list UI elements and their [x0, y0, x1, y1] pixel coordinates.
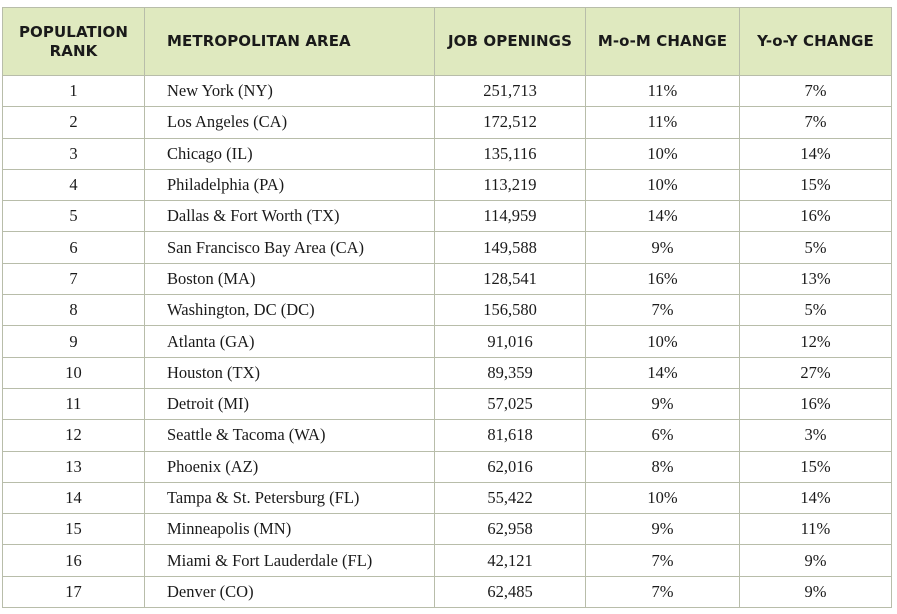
mom-change-cell: 10%: [586, 482, 740, 513]
area-cell: Dallas & Fort Worth (TX): [145, 201, 435, 232]
job-openings-cell: 91,016: [435, 326, 586, 357]
column-header-job-openings: [435, 8, 586, 76]
table-header: [3, 8, 892, 76]
table-row: [3, 169, 892, 200]
mom-change-cell: 10%: [586, 169, 740, 200]
table-row: [3, 420, 892, 451]
job-openings-cell: 62,016: [435, 451, 586, 482]
header-row: [3, 8, 892, 76]
area-cell: Washington, DC (DC): [145, 295, 435, 326]
job-openings-cell: 42,121: [435, 545, 586, 576]
table-row: [3, 326, 892, 357]
mom-change-cell: 16%: [586, 263, 740, 294]
job-openings-cell: 251,713: [435, 76, 586, 107]
table-row: [3, 451, 892, 482]
area-cell: San Francisco Bay Area (CA): [145, 232, 435, 263]
column-header-line: RANK: [49, 41, 98, 60]
area-cell: Philadelphia (PA): [145, 169, 435, 200]
mom-change-cell: 10%: [586, 326, 740, 357]
mom-change-cell: 9%: [586, 388, 740, 419]
mom-change-cell: 7%: [586, 295, 740, 326]
rank-cell: 7: [3, 263, 145, 294]
rank-cell: 1: [3, 76, 145, 107]
rank-cell: 14: [3, 482, 145, 513]
job-openings-cell: 172,512: [435, 107, 586, 138]
mom-change-cell: 6%: [586, 420, 740, 451]
area-cell: Minneapolis (MN): [145, 514, 435, 545]
table-row: [3, 107, 892, 138]
rank-cell: 17: [3, 576, 145, 607]
rank-cell: 13: [3, 451, 145, 482]
column-header-line: JOB OPENINGS: [448, 32, 572, 50]
column-header-metropolitan-area: [145, 8, 435, 76]
mom-change-cell: 9%: [586, 232, 740, 263]
job-openings-cell: 81,618: [435, 420, 586, 451]
yoy-change-cell: 5%: [740, 232, 892, 263]
area-cell: Denver (CO): [145, 576, 435, 607]
rank-cell: 15: [3, 514, 145, 545]
area-cell: Seattle & Tacoma (WA): [145, 420, 435, 451]
column-header-line: Y-o-Y CHANGE: [757, 32, 874, 50]
rank-cell: 12: [3, 420, 145, 451]
table-body: [3, 76, 892, 608]
area-cell: New York (NY): [145, 76, 435, 107]
yoy-change-cell: 9%: [740, 545, 892, 576]
table-row: [3, 232, 892, 263]
yoy-change-cell: 27%: [740, 357, 892, 388]
job-openings-cell: 156,580: [435, 295, 586, 326]
mom-change-cell: 8%: [586, 451, 740, 482]
rank-cell: 6: [3, 232, 145, 263]
column-header-line: POPULATION: [18, 22, 129, 41]
job-openings-cell: 113,219: [435, 169, 586, 200]
job-openings-cell: 89,359: [435, 357, 586, 388]
column-header-mom-change: [586, 8, 740, 76]
yoy-change-cell: 12%: [740, 326, 892, 357]
table-row: [3, 263, 892, 294]
job-openings-cell: 55,422: [435, 482, 586, 513]
job-openings-cell: 62,958: [435, 514, 586, 545]
mom-change-cell: 7%: [586, 545, 740, 576]
yoy-change-cell: 14%: [740, 138, 892, 169]
area-cell: Detroit (MI): [145, 388, 435, 419]
yoy-change-cell: 11%: [740, 514, 892, 545]
area-cell: Tampa & St. Petersburg (FL): [145, 482, 435, 513]
yoy-change-cell: 16%: [740, 201, 892, 232]
yoy-change-cell: 14%: [740, 482, 892, 513]
job-openings-cell: 62,485: [435, 576, 586, 607]
job-openings-cell: 114,959: [435, 201, 586, 232]
table-row: [3, 388, 892, 419]
yoy-change-cell: 5%: [740, 295, 892, 326]
rank-cell: 11: [3, 388, 145, 419]
mom-change-cell: 7%: [586, 576, 740, 607]
yoy-change-cell: 7%: [740, 76, 892, 107]
yoy-change-cell: 13%: [740, 263, 892, 294]
table-row: [3, 138, 892, 169]
yoy-change-cell: 9%: [740, 576, 892, 607]
area-cell: Phoenix (AZ): [145, 451, 435, 482]
rank-cell: 4: [3, 169, 145, 200]
area-cell: Chicago (IL): [145, 138, 435, 169]
yoy-change-cell: 15%: [740, 169, 892, 200]
rank-cell: 2: [3, 107, 145, 138]
table-row: [3, 295, 892, 326]
area-cell: Houston (TX): [145, 357, 435, 388]
mom-change-cell: 11%: [586, 107, 740, 138]
area-cell: Atlanta (GA): [145, 326, 435, 357]
table-row: [3, 482, 892, 513]
table-row: [3, 357, 892, 388]
rank-cell: 9: [3, 326, 145, 357]
rank-cell: 5: [3, 201, 145, 232]
area-cell: Miami & Fort Lauderdale (FL): [145, 545, 435, 576]
job-openings-cell: 149,588: [435, 232, 586, 263]
area-cell: Boston (MA): [145, 263, 435, 294]
table-row: [3, 576, 892, 607]
table-row: [3, 545, 892, 576]
area-cell: Los Angeles (CA): [145, 107, 435, 138]
rank-cell: 3: [3, 138, 145, 169]
table-row: [3, 514, 892, 545]
job-openings-cell: 135,116: [435, 138, 586, 169]
mom-change-cell: 14%: [586, 357, 740, 388]
rank-cell: 16: [3, 545, 145, 576]
column-header-line: M-o-M CHANGE: [597, 32, 728, 50]
yoy-change-cell: 16%: [740, 388, 892, 419]
job-openings-table: [2, 7, 892, 608]
mom-change-cell: 9%: [586, 514, 740, 545]
mom-change-cell: 10%: [586, 138, 740, 169]
table-row: [3, 76, 892, 107]
yoy-change-cell: 3%: [740, 420, 892, 451]
job-openings-cell: 57,025: [435, 388, 586, 419]
column-header-line: METROPOLITAN AREA: [167, 32, 351, 50]
rank-cell: 8: [3, 295, 145, 326]
yoy-change-cell: 15%: [740, 451, 892, 482]
rank-cell: 10: [3, 357, 145, 388]
mom-change-cell: 14%: [586, 201, 740, 232]
table-row: [3, 201, 892, 232]
column-header-yoy-change: [740, 8, 892, 76]
column-header-population-rank: [3, 8, 145, 76]
job-openings-cell: 128,541: [435, 263, 586, 294]
mom-change-cell: 11%: [586, 76, 740, 107]
yoy-change-cell: 7%: [740, 107, 892, 138]
